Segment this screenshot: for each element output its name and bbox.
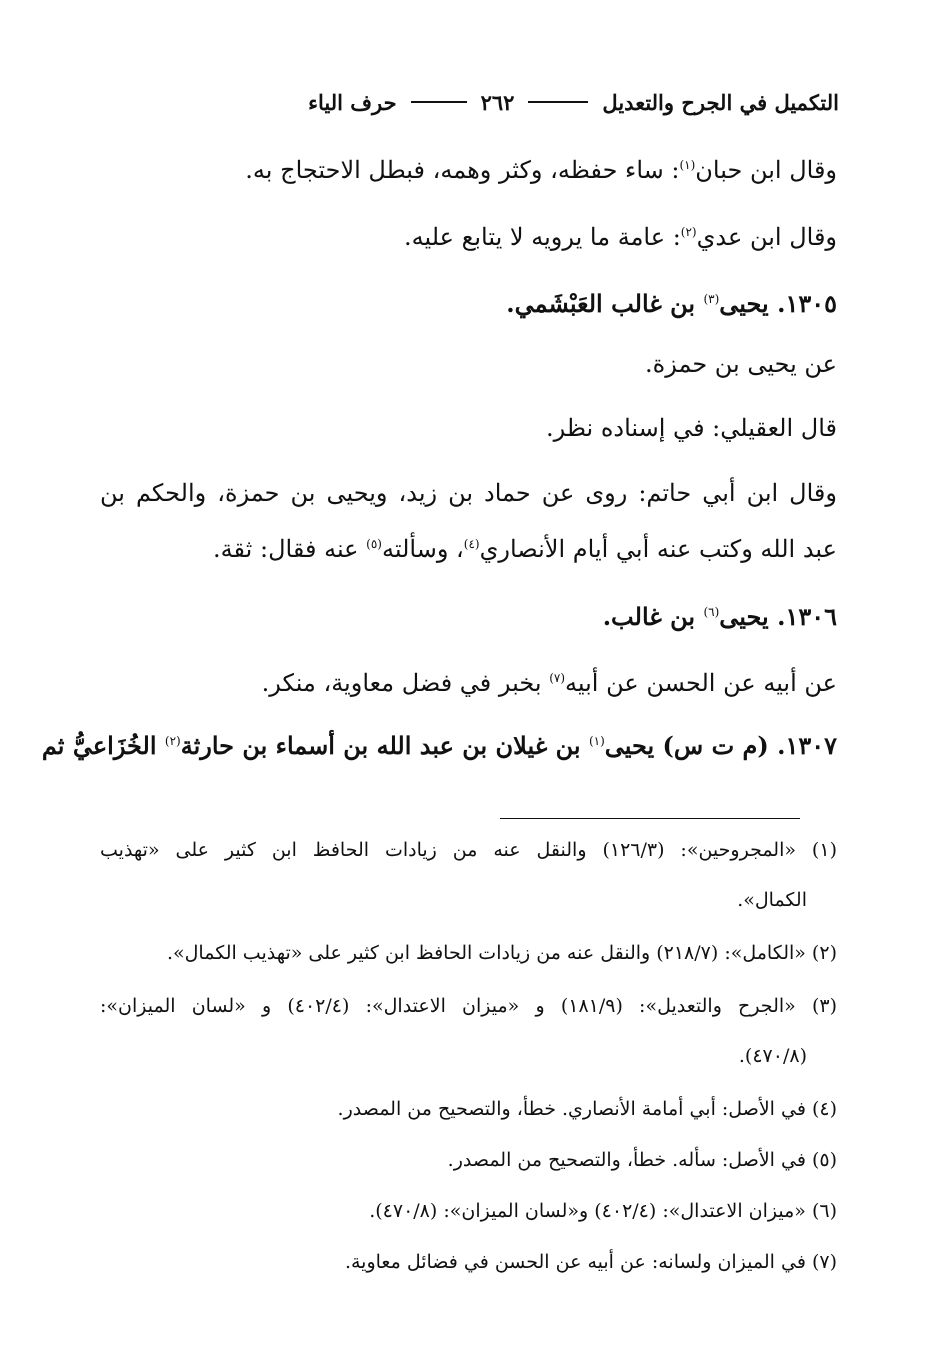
- text-line: قال العقيلي: في إسناده نظر.: [545, 414, 837, 442]
- footnote-ref: (٣): [703, 292, 720, 306]
- footnote-1-continuation: الكمال».: [737, 889, 807, 911]
- footnote-ref: (١): [588, 734, 605, 748]
- running-header: [150, 80, 839, 124]
- text-line: عبد الله وكتب عنه أبي أيام الأنصاري$^{(٤)}$، وسألته$^{(٥)}$ عنه فقال: ثقة.: [213, 535, 837, 563]
- footnote-5: (٥) في الأصل: سأله. خطأ، والتصحيح من المصدر.: [447, 1149, 837, 1171]
- footnote-3-continuation: (٤٧٠/٨).: [738, 1045, 807, 1067]
- text-line: وقال ابن أبي حاتم: روى عن حماد بن زيد، ويحيى بن حمزة، والحكم بن: [100, 479, 837, 507]
- footnote-3: (٣) «الجرح والتعديل»: (١٨١/٩) و «ميزان الاعتدال»: (٤٠٢/٤) و «لسان الميزان»:: [100, 995, 837, 1017]
- footnote-ref: (٥): [366, 537, 382, 551]
- footnote-ref: (٢): [164, 734, 181, 748]
- footnote-ref: (٧): [549, 671, 566, 685]
- footnote-7: (٧) في الميزان ولسانه: عن أبيه عن الحسن في فضائل معاوية.: [344, 1251, 837, 1273]
- footnote-ref: (٤): [463, 537, 480, 551]
- footnote-divider: [500, 818, 800, 819]
- header-rule: [411, 101, 467, 103]
- chapter-title: حرف الياء: [308, 89, 397, 115]
- page-number: ٢٦٢: [480, 89, 515, 115]
- footnote-2: (٢) «الكامل»: (٢١٨/٧) والنقل عنه من زيادات الحافظ ابن كثير على «تهذيب الكمال».: [166, 942, 837, 964]
- footnote-4: (٤) في الأصل: أبي أمامة الأنصاري. خطأ، والتصحيح من المصدر.: [337, 1098, 837, 1120]
- footnote-ref: (٢): [680, 225, 697, 239]
- entry-heading-1307: ١٣٠٧. (م ت س) يحيى$^{(١)}$ بن غيلان بن عبد الله بن أسماء بن حارثة$^{(٢)}$ الخُزَاعيُّ ثم: [41, 731, 837, 760]
- text-line: وقال ابن حبان$^{(١)}$: ساء حفظه، وكثر وهمه، فبطل الاحتجاج به.: [245, 156, 837, 184]
- text-line: وقال ابن عدي$^{(٢)}$: عامة ما يرويه لا يتابع عليه.: [403, 223, 837, 251]
- footnote-ref: (١): [679, 158, 696, 172]
- book-title: التكميل في الجرح والتعديل: [602, 89, 839, 115]
- text-line: عن أبيه عن الحسن عن أبيه$^{(٧)}$ بخبر في فضل معاوية، منكر.: [261, 669, 837, 697]
- entry-heading-1306: ١٣٠٦. يحيى$^{(٦)}$ بن غالب.: [602, 602, 837, 631]
- text-line: عن يحيى بن حمزة.: [645, 350, 837, 378]
- entry-heading-1305: ١٣٠٥. يحيى$^{(٣)}$ بن غالب العَبْشَمي.: [506, 289, 837, 318]
- footnote-6: (٦) «ميزان الاعتدال»: (٤٠٢/٤) و«لسان الميزان»: (٤٧٠/٨).: [369, 1200, 837, 1222]
- footnote-1: (١) «المجروحين»: (١٢٦/٣) والنقل عنه من زيادات الحافظ ابن كثير على «تهذيب: [100, 839, 837, 861]
- header-rule: [528, 101, 588, 103]
- footnote-ref: (٦): [703, 605, 720, 619]
